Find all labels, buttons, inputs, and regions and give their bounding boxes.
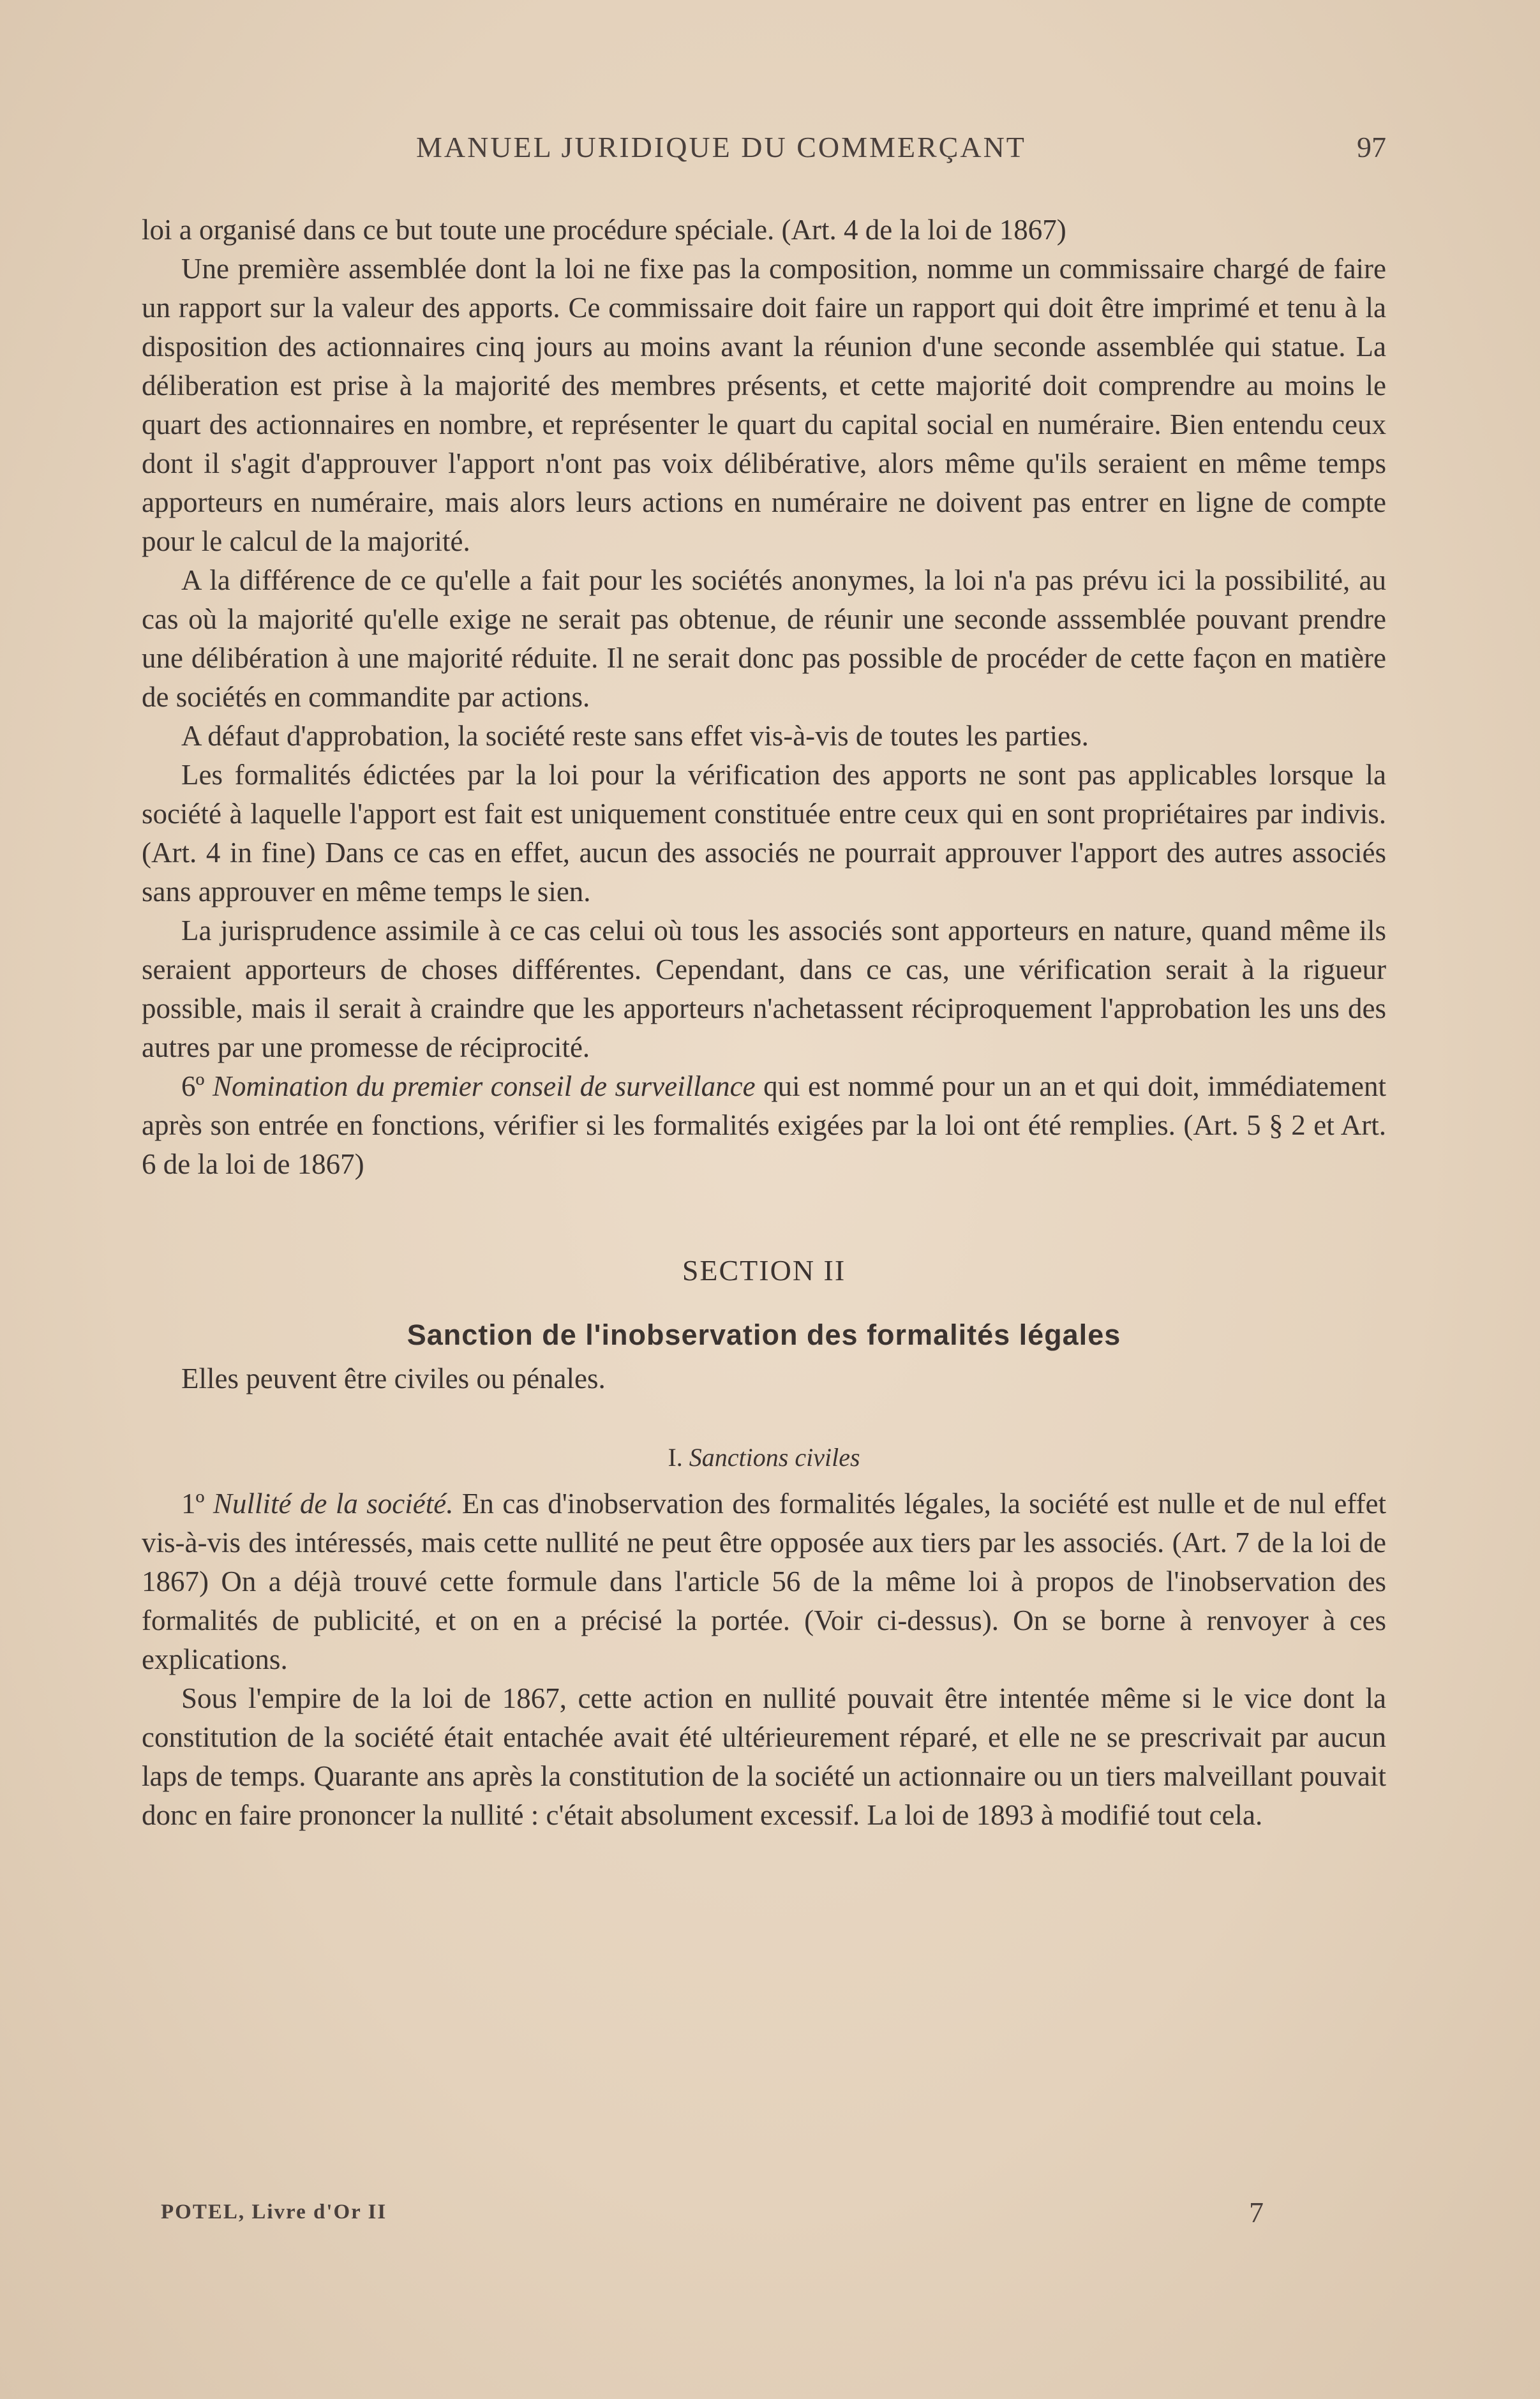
- footer-imprint: POTEL, Livre d'Or II: [161, 2201, 387, 2223]
- paragraph: La jurisprudence assimile à ce cas celui où tous les associés sont apporteurs en nature, quand même ils seraient apporteurs de choses différentes. Cependant, dans ce cas, une vérification serait à la rigueur possible, mais il serait à craindre que les apporteurs n'achetassent réciproquement l'approbation les uns des autres par une promesse de réciprocité.: [142, 915, 1386, 1063]
- paragraph: Sous l'empire de la loi de 1867, cette action en nullité pouvait être intentée même si le vice dont la constitution de la société était entachée avait été ultérieurement réparé, et elle ne se prescrivait par aucun laps de temps. Quarante ans après la constitution de la société un actionnaire ou un tiers malveillant pouvait donc en faire prononcer la nullité : c'était absolument excessif. La loi de 1893 à modifié tout cela.: [142, 1682, 1386, 1831]
- running-head: [142, 130, 1386, 175]
- section-title: SECTION II: [682, 1254, 846, 1287]
- paragraph: Une première assemblée dont la loi ne fixe pas la composition, nomme un commissaire chargé de faire un rapport sur la valeur des apports. Ce commissaire doit faire un rapport qui doit être imprimé et tenu à la disposition des actionnaires cinq jours au moins avant la réunion d'une seconde assemblée qui statue. La déliberation est prise à la majorité des membres présents, et cette majorité doit comprendre au moins le quart des actionnaires en nombre, et représenter le quart du capital social en numéraire. Bien entendu ceux dont il s'agit d'approuver l'apport n'ont pas voix délibérative, alors même qu'ils seraient en même temps apporteurs en numéraire, mais alors leurs actions en numéraire ne doivent pas entrer en ligne de compte pour le calcul de la majorité.: [142, 253, 1386, 557]
- paragraph: loi a organisé dans ce but toute une procédure spéciale. (Art. 4 de la loi de 1867): [142, 214, 1066, 246]
- paragraph: A défaut d'approbation, la société reste sans effet vis-à-vis de toutes les parties.: [181, 720, 1089, 752]
- page-footer: [142, 2196, 1386, 2239]
- item-text: qui est nommé pour un an et qui doit, immédiatement après son entrée en fonctions, vérifier si les formalités exigées par la loi ont été remplies. (Art. 5 § 2 et Art. 6 de la loi de 1867): [142, 1070, 1387, 1180]
- page-number: 97: [1357, 131, 1386, 163]
- paragraph: A la différence de ce qu'elle a fait pour les sociétés anonymes, la loi n'a pas prévu ici la possibilité, au cas où la majorité qu'elle exige ne serait pas obtenue, de réunir une seconde asssemblée pouvant prendre une délibération à une majorité réduite. Il ne serait donc pas possible de procéder de cette façon en matière de sociétés en commandite par actions.: [142, 564, 1386, 713]
- paragraph-nullite: [142, 1484, 1386, 1679]
- signature-mark: 7: [1249, 2196, 1264, 2229]
- item-marker: 6º: [181, 1070, 205, 1102]
- subsection-number: I.: [668, 1443, 683, 1472]
- subsection-label: Sanctions civiles: [689, 1443, 860, 1472]
- item-heading: Nullité de la société.: [213, 1488, 454, 1520]
- item-heading: Nomination du premier conseil de surveillance: [212, 1070, 756, 1102]
- item-marker: 1º: [181, 1488, 205, 1520]
- subsection-title: [142, 1438, 1386, 1477]
- running-title: MANUEL JURIDIQUE DU COMMERÇANT: [416, 131, 1026, 163]
- paragraph-nomination: [142, 1067, 1386, 1184]
- section-intro: Elles peuvent être civiles ou pénales.: [181, 1363, 606, 1394]
- paragraph: Les formalités édictées par la loi pour la vérification des apports ne sont pas applicables lorsque la société à laquelle l'apport est fait est uniquement constituée entre ceux qui en sont propriétaires par indivis. (Art. 4 in fine) Dans ce cas en effet, aucun des associés ne pourrait approuver l'apport des autres associés sans approuver en même temps le sien.: [142, 759, 1386, 908]
- body-text: [142, 211, 1386, 1835]
- section-subtitle: Sanction de l'inobservation des formalités légales: [407, 1319, 1121, 1351]
- item-text: En cas d'inobservation des formalités légales, la société est nulle et de nul effet vis-à-vis des intéressés, mais cette nullité ne peut être opposée aux tiers par les associés. (Art. 7 de la loi de 1867) On a déjà trouvé cette formule dans l'article 56 de la même loi à propos de l'inobservation des formalités de publicité, et on en a précisé la portée. (Voir ci-dessus). On se borne à renvoyer à ces explications.: [142, 1488, 1386, 1675]
